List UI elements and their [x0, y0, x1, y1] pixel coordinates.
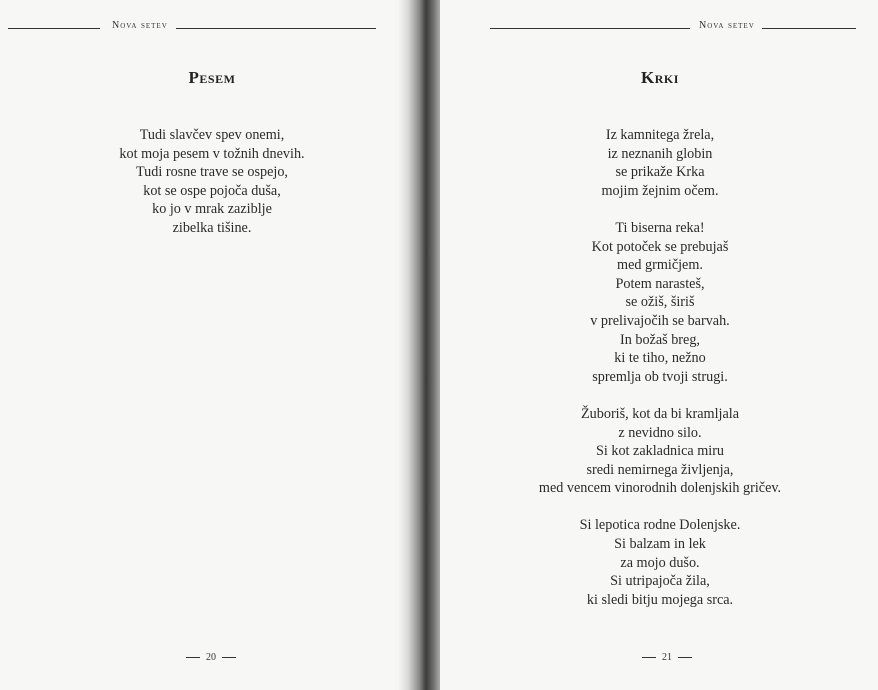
- page-number-value: 21: [662, 652, 672, 663]
- poem-title: Pesem: [188, 68, 236, 87]
- left-page: [0, 0, 412, 690]
- poem-line: med grmičjem.: [617, 257, 703, 274]
- poem-line: In božaš breg,: [620, 331, 700, 348]
- poem-line: Potem narasteš,: [615, 275, 705, 292]
- header-rule: [8, 28, 100, 29]
- poem-line: ki sledi bitju mojega srca.: [586, 591, 734, 608]
- stanza: [480, 126, 840, 200]
- poem-title: Krki: [641, 68, 679, 87]
- folio-dash: [678, 657, 692, 658]
- poem-line: Ti biserna reka!: [615, 219, 705, 236]
- stanza: [62, 126, 362, 238]
- header-rule: [176, 28, 376, 29]
- folio-dash: [186, 657, 200, 658]
- poem-line: za mojo dušo.: [620, 554, 700, 571]
- running-head-text: Nova setev: [699, 20, 755, 31]
- poem-line: Kot potoček se prebujaš: [591, 238, 729, 255]
- stanza: [480, 219, 840, 386]
- poem-line: se prikaže Krka: [615, 164, 705, 181]
- stanza: [480, 405, 840, 498]
- header-rule: [762, 28, 856, 29]
- running-head-text: Nova setev: [112, 20, 168, 31]
- poem-line: Tudi rosne trave se ospejo,: [136, 164, 288, 181]
- poem-line: kot moja pesem v tožnih dnevih.: [119, 145, 305, 162]
- poem-line: z nevidno silo.: [618, 424, 702, 441]
- poem-line: Si kot zakladnica miru: [595, 443, 725, 460]
- poem-line: v prelivajočih se barvah.: [590, 312, 730, 329]
- poem-line: spremlja ob tvoji strugi.: [592, 368, 728, 385]
- poem-body: [480, 126, 840, 628]
- poem-line: med vencem vinorodnih dolenjskih gričev.: [538, 480, 782, 497]
- poem-line: sredi nemirnega življenja,: [586, 461, 734, 478]
- stanza: [480, 516, 840, 609]
- poem-line: Žuboriš, kot da bi kramljala: [581, 405, 739, 422]
- poem-line: Si utripajoča žila,: [610, 573, 710, 590]
- header-rule: [490, 28, 690, 29]
- poem-line: Si balzam in lek: [614, 536, 706, 553]
- poem-line: iz neznanih globin: [607, 145, 713, 162]
- folio-dash: [222, 657, 236, 658]
- page-number-value: 20: [206, 652, 216, 663]
- poem-line: ki te tiho, nežno: [614, 350, 706, 367]
- poem-line: ko jo v mrak zaziblje: [152, 201, 272, 218]
- poem-line: Iz kamnitega žrela,: [605, 127, 715, 143]
- poem-line: Si lepotica rodne Dolenjske.: [579, 517, 741, 534]
- poem-line: mojim žejnim očem.: [601, 182, 719, 199]
- page-number: [180, 652, 242, 663]
- poem-line: zibelka tišine.: [172, 219, 252, 236]
- right-page: [440, 0, 878, 690]
- folio-dash: [642, 657, 656, 658]
- poem-line: Tudi slavčev spev onemi,: [139, 127, 285, 143]
- poem-line: se ožiš, širiš: [625, 294, 695, 311]
- poem-body: [62, 126, 362, 256]
- page-number: [636, 652, 698, 663]
- poem-line: kot se ospe pojoča duša,: [143, 182, 281, 199]
